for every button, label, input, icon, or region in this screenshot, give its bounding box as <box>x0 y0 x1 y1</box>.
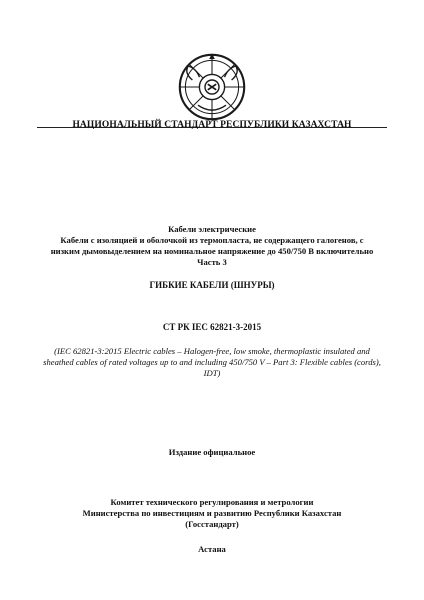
english-reference: (IEC 62821-3:2015 Electric cables – Halogen-free, low smoke, thermoplastic insulated and sheathed cables of rated voltages up to and including 450/750 V – Part 3: Flexible cables (cords), IDT) <box>43 346 381 378</box>
title-line: Часть 3 <box>197 257 227 267</box>
publisher-line: (Госстандарт) <box>185 519 239 529</box>
title-line: низким дымовыделением на номинальное напряжение до 450/750 В включительно <box>50 246 374 256</box>
title-line: Кабели электрические <box>168 224 256 234</box>
title-block <box>37 224 387 268</box>
standard-code: СТ РК IEC 62821-3-2015 <box>162 322 262 332</box>
city-label: Астана <box>198 544 226 554</box>
title-line: Кабели с изоляцией и оболочкой из термопласта, не содержащего галогенов, с <box>60 235 364 245</box>
publisher-block <box>37 497 387 530</box>
publisher-line: Комитет технического регулирования и метрологии <box>110 497 314 507</box>
publisher-line: Министерства по инвестициям и развитию Республики Казахстан <box>82 508 342 518</box>
edition-label: Издание официальное <box>168 447 256 457</box>
state-emblem-icon <box>177 52 247 122</box>
subtitle: ГИБКИЕ КАБЕЛИ (ШНУРЫ) <box>149 280 275 290</box>
document-header: НАЦИОНАЛЬНЫЙ СТАНДАРТ РЕСПУБЛИКИ КАЗАХСТАН <box>72 120 352 130</box>
